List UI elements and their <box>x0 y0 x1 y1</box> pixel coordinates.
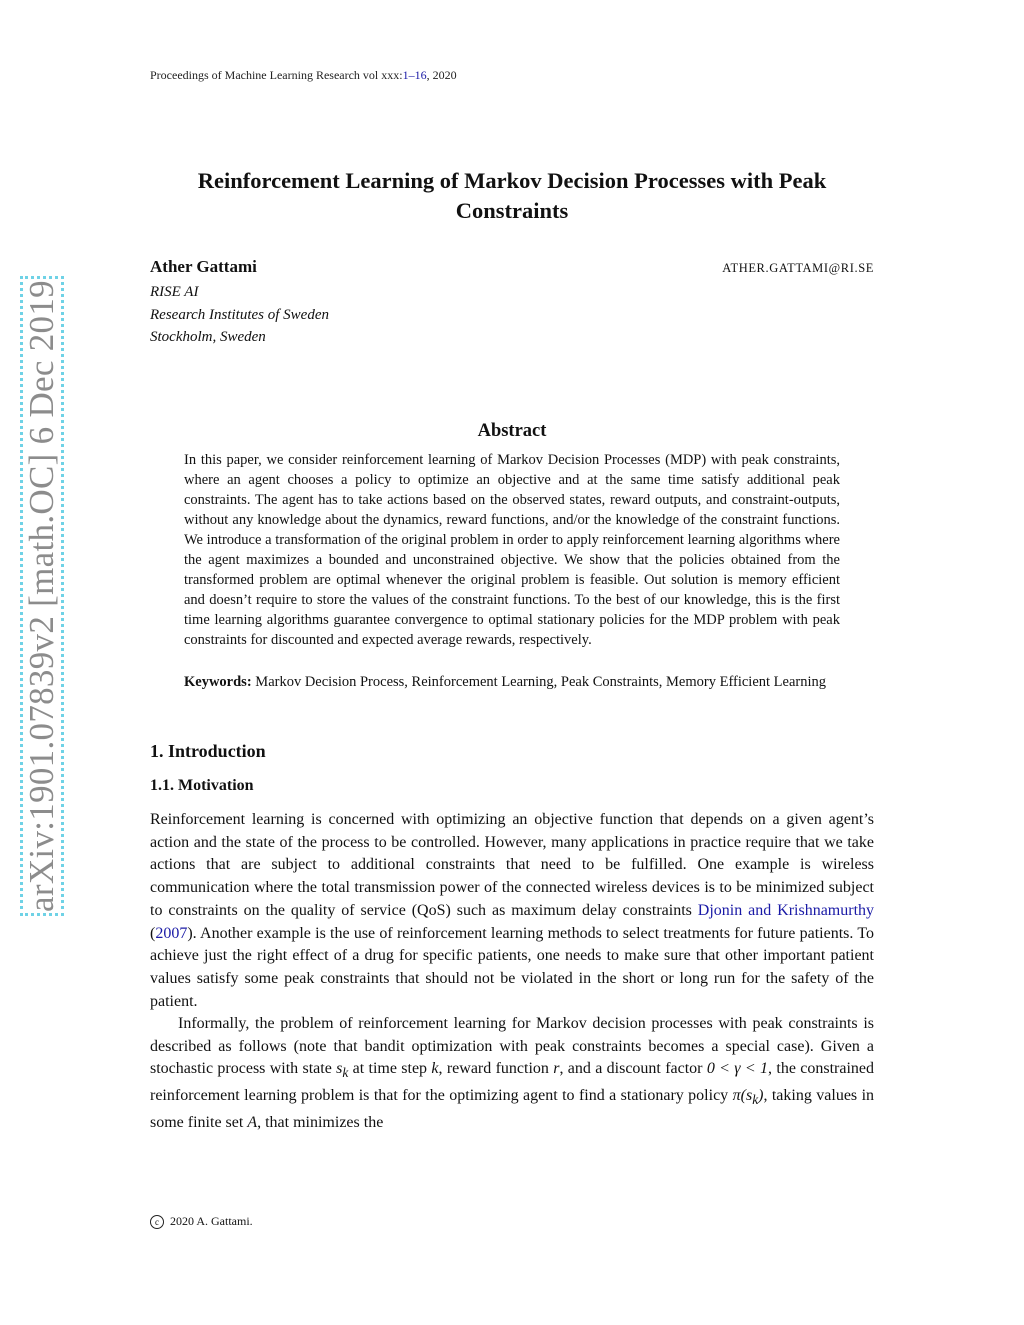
affiliation-line: Research Institutes of Sweden <box>150 306 329 323</box>
abstract-heading: Abstract <box>477 421 547 441</box>
paragraph-text: Informally, the problem of reinforcement learning for Markov decision processes with peak constraints is described as follows (note that bandit optimization with peak constraints becomes a special case). Given a stochastic process with state <box>150 1015 874 1078</box>
keywords-list: Markov Decision Process, Reinforcement Learning, Peak Constraints, Memory Efficient Learning <box>255 674 827 690</box>
paragraph-text: , and a discount factor <box>559 1060 707 1078</box>
header-prefix: Proceedings of Machine Learning Research vol xxx: <box>150 68 403 82</box>
copyright-footer <box>150 1214 253 1229</box>
running-header <box>150 68 457 83</box>
paragraph-problem <box>150 1013 874 1135</box>
math-reward: r <box>553 1060 560 1078</box>
subsection-heading: 1.1. Motivation <box>150 777 254 794</box>
citation-year-link[interactable]: 2007 <box>155 924 188 942</box>
math-policy <box>732 1087 764 1108</box>
math-action-set: A <box>247 1114 258 1132</box>
citation-authors-link[interactable]: Djonin and Krishnamurthy <box>697 901 875 919</box>
math-symbol: s <box>336 1060 343 1078</box>
copyright-icon: c <box>150 1215 164 1229</box>
affiliation-line: Stockholm, Sweden <box>150 329 266 345</box>
paragraph-text: ( <box>150 924 156 942</box>
math-subscript: k <box>752 1092 759 1108</box>
copyright-text: 2020 A. Gattami. <box>170 1214 253 1228</box>
math-symbol: π(s <box>732 1087 753 1105</box>
paragraph-text: Reinforcement learning is concerned with optimizing an objective function that depends on a given agent’s action and the state of the process to be controlled. However, many applications in practice require that we take actions that are subject to additional constraints that need to be fulfilled. One example is wireless communication where the total transmission power of the connected wireless devices is to be minimized subject to constraints on the quality of service (QoS) such as maximum delay constraints <box>150 811 874 919</box>
math-subscript: k <box>342 1065 349 1081</box>
math-discount: 0 < γ < 1 <box>706 1060 769 1078</box>
paragraph-motivation <box>150 809 874 1013</box>
keywords-label: Keywords: <box>184 674 252 690</box>
paragraph-text: at time step <box>348 1060 432 1078</box>
affiliation-line: RISE AI <box>150 284 199 300</box>
paper-title: Reinforcement Learning of Markov Decision Processes with Peak Constraints <box>197 168 827 223</box>
header-suffix: , 2020 <box>426 68 457 82</box>
paragraph-text: ). Another example is the use of reinforcement learning methods to select treatments for future patients. To achieve just the right effect of a drug for specific patients, one needs to make sure that other important patient values satisfy some peak constraints that should not be violated in the short or long run for the safety of the patient. <box>150 924 874 1010</box>
author-email: ATHER.GATTAMI@RI.SE <box>722 261 874 275</box>
keywords <box>184 672 840 692</box>
math-symbol: ) <box>758 1087 764 1105</box>
abstract-text: In this paper, we consider reinforcement learning of Markov Decision Processes (MDP) with peak constraints, where an agent chooses a policy to optimize an objective and at the same time satisfy additional peak constraints. The agent has to take actions based on the observed states, reward outputs, and constraint-outputs, without any knowledge about the dynamics, reward functions, and/or the knowledge of the constraint functions. We introduce a transformation of the original problem in order to apply reinforcement learning algorithms where the agent maximizes a bounded and unconstrained objective. We show that the policies obtained from the transformed problem are optimal whenever the original problem is feasible. Out solution is memory efficient and doesn’t require to store the values of the constraint functions. To the best of our knowledge, this is the first time learning algorithms guarantee convergence to optimal stationary policies for the MDP problem with peak constraints for discounted and expected average rewards, respectively. <box>184 452 840 648</box>
paragraph-text: , reward function <box>438 1060 554 1078</box>
paragraph-text: , the constrained reinforcement learning problem is that for the optimizing agent to find a stationary policy <box>150 1060 874 1105</box>
paragraph-text: , that minimizes the <box>257 1114 384 1132</box>
math-time-step: k <box>431 1060 439 1078</box>
author-affiliation <box>150 281 329 349</box>
math-state <box>336 1060 349 1081</box>
section-heading: 1. Introduction <box>150 741 266 761</box>
arxiv-stamp[interactable]: arXiv:1901.07839v2 [math.OC] 6 Dec 2019 <box>20 276 64 916</box>
header-pages-link[interactable]: 1–16 <box>402 68 427 82</box>
author-name: Ather Gattami <box>150 257 257 276</box>
paragraph-text: , taking values in some finite set <box>150 1087 875 1132</box>
